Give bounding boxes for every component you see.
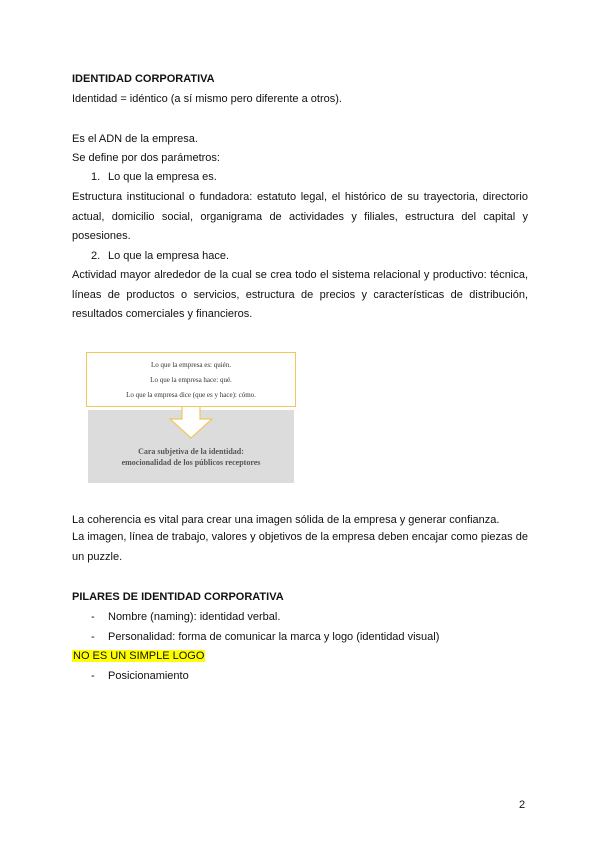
page-number: 2: [519, 799, 526, 811]
diagram-caption-2: emocionalidad de los públicos receptores: [121, 458, 261, 467]
coherence-line-2: La imagen, línea de trabajo, valores y objetivos de la empresa deben encajar como piezas de un puzzle.: [72, 531, 528, 563]
identity-diagram: [88, 352, 294, 483]
pillar-personalidad: Personalidad: forma de comunicar la marca y logo (identidad visual): [108, 631, 440, 643]
item2-description: Actividad mayor alrededor de la cual se crea todo el sistema relacional y productivo: técnica, líneas de productos o servicios, estructura de precios y características de distribución, resultados comerciales y financieros.: [72, 269, 528, 320]
list-number-1: 1.: [91, 171, 101, 183]
identity-definition: Identidad = idéntico (a sí mismo pero diferente a otros).: [72, 93, 342, 105]
diagram-line-2: Lo que la empresa hace: qué.: [150, 376, 232, 384]
bullet-3: -: [91, 670, 95, 682]
heading-pilares: PILARES DE IDENTIDAD CORPORATIVA: [72, 591, 284, 603]
adn-line: Es el ADN de la empresa.: [72, 133, 198, 145]
pillar-posicionamiento: Posicionamiento: [108, 670, 189, 682]
diagram-line-3: Lo que la empresa dice (que es y hace): cómo.: [126, 391, 256, 399]
highlighted-text: NO ES UN SIMPLE LOGO: [73, 650, 205, 662]
list-item-2: Lo que la empresa hace.: [108, 250, 230, 262]
list-item-1: Lo que la empresa es.: [108, 171, 217, 183]
params-intro: Se define por dos parámetros:: [72, 152, 220, 164]
bullet-2: -: [91, 631, 95, 643]
bullet-1: -: [91, 611, 95, 623]
heading-identidad-corporativa: IDENTIDAD CORPORATIVA: [72, 73, 215, 85]
coherence-line-1: La coherencia es vital para crear una imagen sólida de la empresa y generar confianza.: [72, 514, 500, 526]
diagram-caption-1: Cara subjetiva de la identidad:: [138, 447, 244, 456]
item1-description: Estructura institucional o fundadora: estatuto legal, el histórico de su trayectoria, directorio actual, domicilio social, organigrama de actividades y filiales, estructura del capital y posesiones.: [72, 191, 528, 242]
highlight-note: [72, 650, 205, 663]
list-number-2: 2.: [91, 250, 101, 262]
pillar-naming: Nombre (naming): identidad verbal.: [108, 611, 281, 623]
diagram-top-box: [86, 352, 296, 407]
diagram-line-1: Lo que la empresa es: quién.: [150, 361, 232, 369]
